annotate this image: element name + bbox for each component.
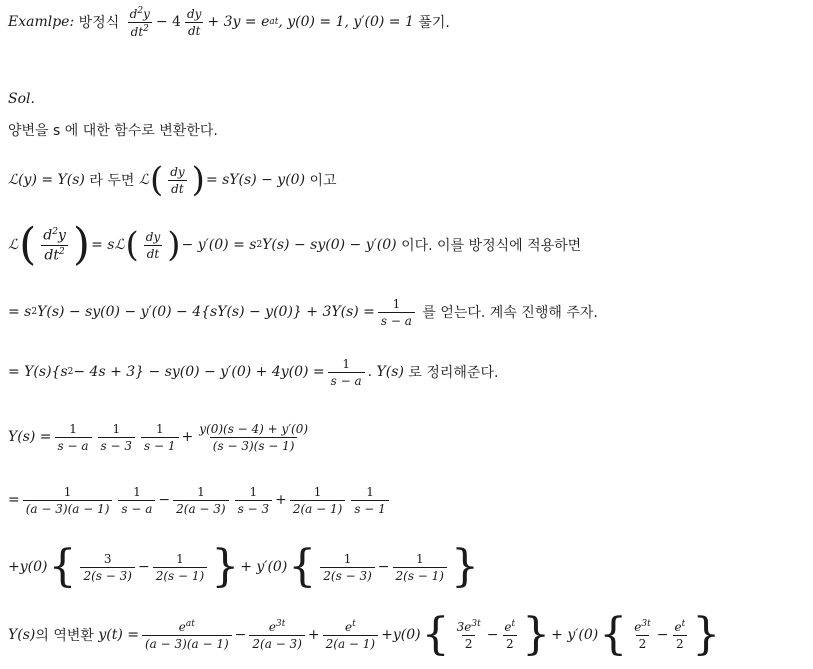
example-line: Examlpe: 방정식 $\frac{d^2y}{dt^2}$ − 4 $\frac{dy}{dt}$ + 3y = e at , y(0) = 1, y′(0) = 1 풀기. xyxy=(8,5,450,39)
paren-left: ( xyxy=(149,160,164,200)
example-label: Examlpe: xyxy=(8,14,75,30)
line-3: ℒ ( $\frac{d^2y}{dt^2}$ ) = sℒ ( $\frac{dy}{dt}$ ) − y′(0) = s 2 Y(s) − sy(0) − y′(0) 이다. 이를 방정식에 적용하면 xyxy=(8,219,582,270)
line-5: = Y(s){s 2 − 4s + 3} − sy(0) − y′(0) + 4y(0) = $\frac{1}{s - a}$ . Y(s) 로 정리해준다. xyxy=(8,356,499,388)
line-4: = s 2 Y(s) − sy(0) − y′(0) − 4{sY(s) − y(0)} + 3Y(s) = $\frac{1}{s - a}$ 를 얻는다. 계속 진행해 주자. xyxy=(8,296,598,328)
paren-right: ) xyxy=(191,160,205,200)
example-eq: − 4 xyxy=(155,14,181,30)
line-6: Y(s) = $\frac{1}{s - a}$ $\frac{1}{s - 3}$ $\frac{1}{s - 1}$ + $\frac{y(0)(s - 4) + y'(0)}{(s - 3)(s - 1)}$ xyxy=(8,421,309,453)
example-text-b: 풀기. xyxy=(418,15,450,31)
line-2: ℒ(y) = Y(s) 라 두면 ℒ ( $\frac{dy}{dt}$ ) = sY(s) − y(0) 이고 xyxy=(8,160,337,200)
line-9: Y(s) 의 역변환 y(t) = $\frac{e^{at}}{(a - 3)(a - 1)}$ − $\frac{e^{3t}}{2(a - 3)}$ + $\frac{e^t}{2(a - 1)}$ +y(0) { $\frac{3e^{3t}}{2}$ − $\frac{e^t}{2}$ } + y′(0) { $\frac{e^{3t}}{2}$ − $\frac{e^t}{2}$ } xyxy=(8,609,721,660)
line-1: 양변을 s 에 대한 함수로 변환한다. xyxy=(8,123,218,139)
example-cond: , y(0) = 1, y′(0) = 1 xyxy=(278,14,414,30)
example-eq2: + 3y = e xyxy=(207,14,270,30)
line-7: = $\frac{1}{(a - 3)(a - 1)}$ $\frac{1}{s - a}$ − $\frac{1}{2(a - 3)}$ $\frac{1}{s - 3}$ + $\frac{1}{2(a - 1)}$ $\frac{1}{s - 1}$ xyxy=(8,478,392,522)
line-8: +y(0) { $\frac{3}{2(s - 3)}$ − $\frac{1}{2(s - 1)}$ } + y′(0) { $\frac{1}{2(s - 3)}$ − $\frac{1}{2(s - 1)}$ } xyxy=(8,541,479,592)
sol-label: Sol. xyxy=(8,91,35,107)
d2y-dt2-fraction: $\frac{d^2y}{dt^2}$ xyxy=(127,6,153,39)
dy-dt-fraction: $\frac{dy}{dt}$ xyxy=(184,7,204,38)
example-text-a: 방정식 xyxy=(78,15,120,31)
